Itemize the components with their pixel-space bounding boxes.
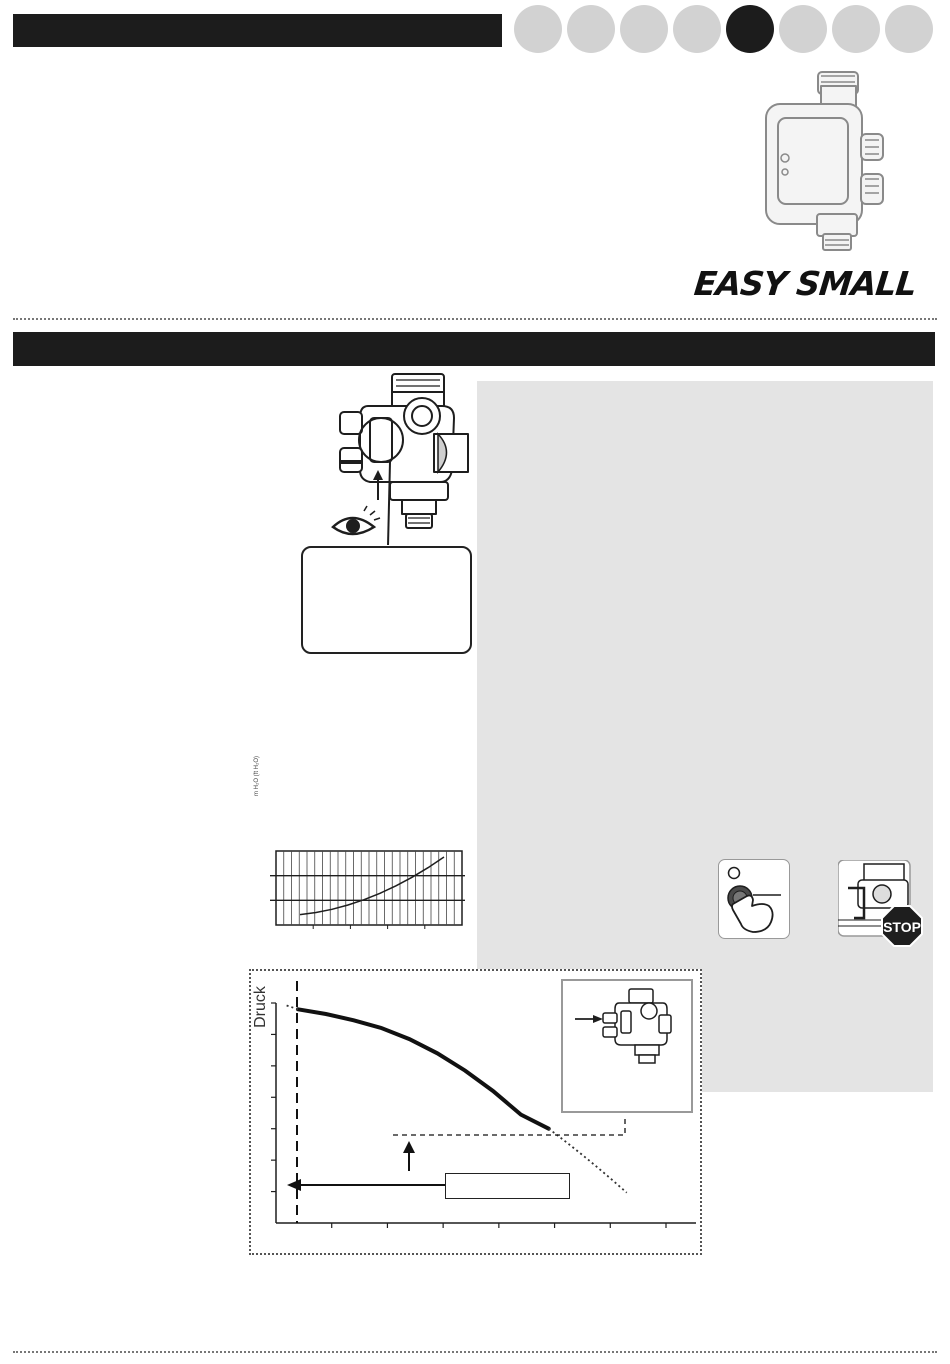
inset-device-box (561, 979, 693, 1113)
small-chart-y-label: m H₂O (ft H₂O) (254, 756, 260, 796)
divider-top (13, 318, 937, 320)
pressure-chart-y-label: Druck (252, 986, 269, 1028)
small-chart (270, 845, 466, 931)
pressure-controller-icon (757, 64, 889, 264)
tab-8[interactable] (885, 5, 933, 53)
section-title-bar (13, 332, 935, 366)
tab-4[interactable] (673, 5, 721, 53)
press-button-card (718, 859, 790, 939)
device-inlet-icon (563, 981, 691, 1111)
press-button-icon (719, 860, 789, 938)
divider-bottom (13, 1351, 937, 1353)
brand-logo: EASY SMALL (692, 264, 918, 303)
stop-card (838, 860, 928, 950)
pressure-chart-up-arrow-head (403, 1141, 415, 1153)
tab-7[interactable] (832, 5, 880, 53)
tab-2[interactable] (567, 5, 615, 53)
note-box (445, 1173, 570, 1199)
pressure-chart-curve (298, 1009, 549, 1128)
header-title-bar (13, 14, 502, 47)
stop-sign-text: STOP (883, 919, 921, 935)
pressure-chart-level-line (393, 1115, 625, 1135)
tab-6[interactable] (779, 5, 827, 53)
tab-3[interactable] (620, 5, 668, 53)
pressure-chart-left-arrow-head (287, 1179, 301, 1191)
tab-1[interactable] (514, 5, 562, 53)
stop-sign-icon (838, 860, 928, 950)
tab-5[interactable] (726, 5, 774, 53)
eye-icon (330, 505, 382, 539)
display-callout (301, 546, 472, 654)
